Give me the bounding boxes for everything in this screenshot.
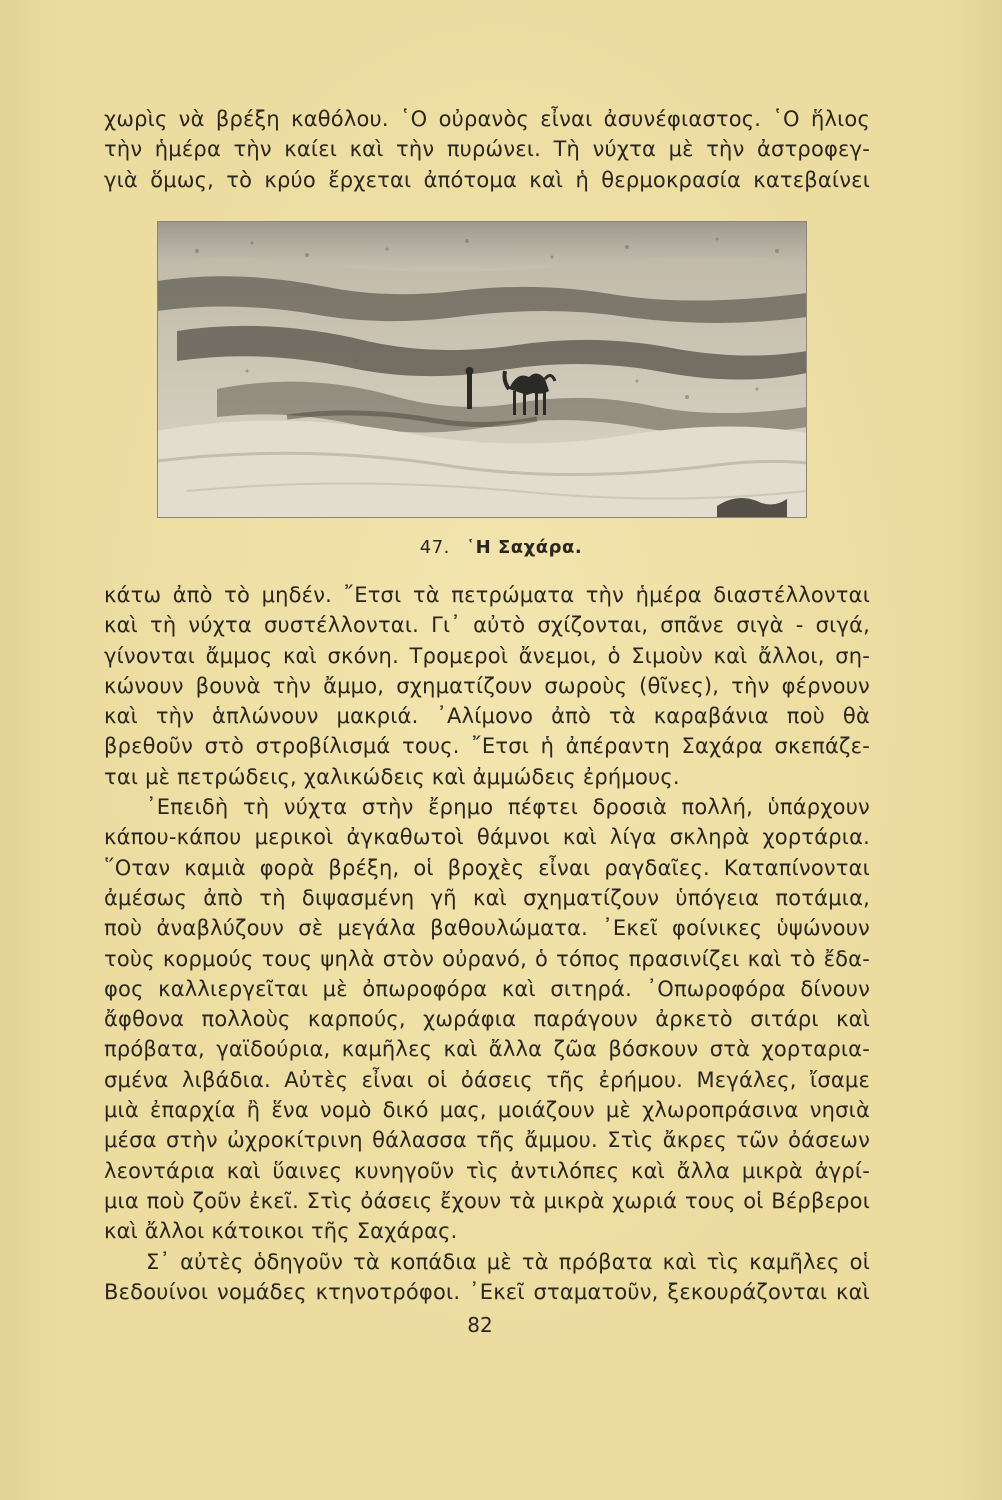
text-line: σμένα λιβάδια. Αὐτὲς εἶναι οἱ ὀάσεις τῆς ἐρήμου. Μεγάλες, ἴσαμε xyxy=(104,1067,870,1092)
text-line: Βεδουίνοι νομάδες κτηνοτρόφοι. ᾿Εκεῖ σταματοῦν, ξεκουράζονται καὶ xyxy=(104,1279,870,1304)
text-line: λεοντάρια καὶ ὕαινες κυνηγοῦν τὶς ἀντιλόπες καὶ ἄλλα μικρὰ ἀγρί- xyxy=(104,1158,870,1183)
text-line: ται μὲ πετρώδεις, χαλικώδεις καὶ ἀμμώδεις ἐρήμους. xyxy=(104,764,680,789)
text-line: μέσα στὴν ὠχροκίτρινη θάλασσα τῆς ἄμμου. Στὶς ἄκρες τῶν ὀάσεων xyxy=(104,1128,870,1153)
text-line: καὶ ἄλλοι κάτοικοι τῆς Σαχάρας. xyxy=(104,1219,458,1244)
text-line: ποὺ ἀναβλύζουν σὲ μεγάλα βαθουλώματα. ᾿Εκεῖ φοίνικες ὑψώνουν xyxy=(104,916,870,941)
text-line: μιὰ ἐπαρχία ἢ ἕνα νομὸ δικό μας, μοιάζουν μὲ χλωροπράσινα νησιὰ xyxy=(104,1098,870,1123)
text-line: τὴν ἡμέρα τὴν καίει καὶ τὴν πυρώνει. Τὴ νύχτα μὲ τὴν ἀστροφεγ- xyxy=(104,137,870,162)
text-line: ἄφθονα πολλοὺς καρπούς, χωράφια παράγουν ἀρκετὸ σιτάρι καὶ xyxy=(104,1007,870,1032)
text-line: φος καλλιεργεῖται μὲ ὀπωροφόρα καὶ σιτηρά. ᾿Οπωροφόρα δίνουν xyxy=(104,976,870,1001)
text-line: γιὰ ὅμως, τὸ κρύο ἔρχεται ἀπότομα καὶ ἡ θερμοκρασία κατεβαίνει xyxy=(104,167,870,192)
text-line: ῞Οταν καμιὰ φορὰ βρέξη, οἱ βροχὲς εἶναι ραγδαῖες. Καταπίνονται xyxy=(104,855,870,880)
figure-number: 47. xyxy=(419,537,450,558)
text-line: καὶ τὴ νύχτα συστέλλονται. Γι᾽ αὐτὸ σχίζονται, σπᾶνε σιγὰ - σιγά, xyxy=(104,613,870,638)
text-line: κάτω ἀπὸ τὸ μηδέν. ῎Ετσι τὰ πετρώματα τὴν ἡμέρα διαστέλλονται xyxy=(104,583,870,607)
figure-title: ῾Η Σαχάρα. xyxy=(466,537,583,558)
text-line: βρεθοῦν στὸ στροβίλισμά τους. ῎Ετσι ἡ ἀπέραντη Σαχάρα σκεπάζε- xyxy=(104,734,870,759)
text-line: πρόβατα, γαϊδούρια, καμῆλες καὶ ἄλλα ζῶα βόσκουν στὰ χορταρια- xyxy=(104,1037,870,1062)
text-line: μια ποὺ ζοῦν ἐκεῖ. Στὶς ὀάσεις ἔχουν τὰ μικρὰ χωριά τους οἱ Βέρβεροι xyxy=(104,1188,870,1213)
text-line: γίνονται ἄμμος καὶ σκόνη. Τρομεροὶ ἄνεμοι, ὁ Σιμοὺν καὶ ἄλλοι, ση- xyxy=(104,643,870,668)
top-paragraph xyxy=(104,104,870,195)
figure-caption xyxy=(0,537,1002,558)
text-line: κάπου-κάπου μερικοὶ ἀγκαθωτοὶ θάμνοι καὶ λίγα σκληρὰ χορτάρια. xyxy=(104,825,870,850)
main-text xyxy=(104,580,870,1307)
text-line: καὶ τὴν ἁπλώνουν μακριά. ᾿Αλίμονο ἀπὸ τὰ καραβάνια ποὺ θὰ xyxy=(104,704,870,729)
text-line: Σ᾽ αὐτὲς ὁδηγοῦν τὰ κοπάδια μὲ τὰ πρόβατα καὶ τὶς καμῆλες οἱ xyxy=(146,1249,870,1274)
page-number: 82 xyxy=(467,1313,493,1337)
text-line: κώνουν βουνὰ τὴν ἄμμο, σχηματίζουν σωροὺς (θῖνες), τὴν φέρνουν xyxy=(104,673,870,698)
text-line: χωρὶς νὰ βρέξη καθόλου. ῾Ο οὐρανὸς εἶναι ἀσυνέφιαστος. ῾Ο ἥλιος xyxy=(104,107,870,131)
text-line: τοὺς κορμούς τους ψηλὰ στὸν οὐρανό, ὁ τόπος πρασινίζει καὶ τὸ ἔδα- xyxy=(104,946,870,971)
sahara-photograph xyxy=(157,221,807,518)
text-line: ᾿Επειδὴ τὴ νύχτα στὴν ἔρημο πέφτει δροσιὰ πολλή, ὑπάρχουν xyxy=(146,795,870,820)
text-line: ἀμέσως ἀπὸ τὴ διψασμένη γῆ καὶ σχηματίζουν ὑπόγεια ποτάμια, xyxy=(104,885,870,910)
